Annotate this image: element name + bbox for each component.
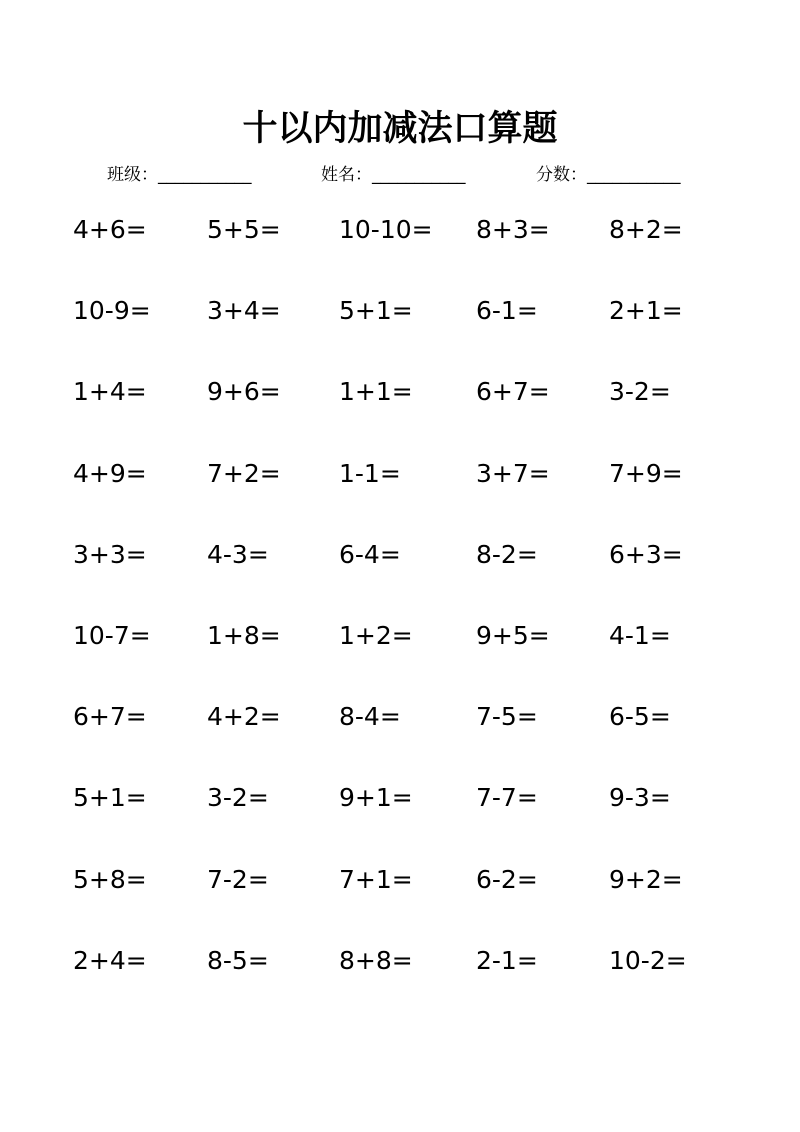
problem-item: 7-2=: [207, 865, 269, 894]
problem-item: 5+5=: [207, 215, 281, 244]
problem-item: 10-10=: [339, 215, 433, 244]
problem-item: 7-7=: [476, 783, 538, 812]
problem-item: 9+5=: [476, 621, 550, 650]
problem-item: 1+4=: [73, 377, 147, 406]
problem-item: 6-5=: [609, 702, 671, 731]
problem-item: 1+2=: [339, 621, 413, 650]
problem-item: 6-4=: [339, 540, 401, 569]
problem-item: 8-5=: [207, 946, 269, 975]
problem-item: 3+3=: [73, 540, 147, 569]
problem-item: 5+1=: [339, 296, 413, 325]
problem-item: 1+1=: [339, 377, 413, 406]
problem-item: 6+7=: [476, 377, 550, 406]
name-label: 姓名：: [321, 165, 372, 185]
problem-item: 2-1=: [476, 946, 538, 975]
problem-item: 9+6=: [207, 377, 281, 406]
problem-item: 10-9=: [73, 296, 151, 325]
problem-item: 4-3=: [207, 540, 269, 569]
problem-item: 6-2=: [476, 865, 538, 894]
problem-item: 9-3=: [609, 783, 671, 812]
problem-item: 9+2=: [609, 865, 683, 894]
problem-item: 2+4=: [73, 946, 147, 975]
page-title: 十以内加减法口算题: [242, 109, 558, 149]
problem-item: 1+8=: [207, 621, 281, 650]
score-blank: ___________: [587, 165, 681, 185]
problem-item: 8-4=: [339, 702, 401, 731]
problem-item: 3+7=: [476, 459, 550, 488]
class-blank: ___________: [158, 165, 252, 185]
problem-item: 7+2=: [207, 459, 281, 488]
problem-item: 7-5=: [476, 702, 538, 731]
problem-item: 8+8=: [339, 946, 413, 975]
problem-item: 5+8=: [73, 865, 147, 894]
problem-item: 3-2=: [207, 783, 269, 812]
problem-item: 3-2=: [609, 377, 671, 406]
score-label: 分数：: [536, 165, 587, 185]
problem-item: 8+3=: [476, 215, 550, 244]
problem-item: 6-1=: [476, 296, 538, 325]
problem-item: 4+6=: [73, 215, 147, 244]
problem-item: 10-2=: [609, 946, 687, 975]
problem-item: 8+2=: [609, 215, 683, 244]
problem-item: 4+9=: [73, 459, 147, 488]
problem-item: 10-7=: [73, 621, 151, 650]
problem-item: 5+1=: [73, 783, 147, 812]
problem-item: 4+2=: [207, 702, 281, 731]
class-label: 班级：: [107, 165, 158, 185]
problem-item: 1-1=: [339, 459, 401, 488]
problem-item: 9+1=: [339, 783, 413, 812]
problem-item: 4-1=: [609, 621, 671, 650]
problem-item: 6+7=: [73, 702, 147, 731]
problem-item: 2+1=: [609, 296, 683, 325]
problem-item: 6+3=: [609, 540, 683, 569]
name-blank: ___________: [372, 165, 466, 185]
problem-item: 7+9=: [609, 459, 683, 488]
problem-item: 8-2=: [476, 540, 538, 569]
problem-item: 3+4=: [207, 296, 281, 325]
problem-item: 7+1=: [339, 865, 413, 894]
